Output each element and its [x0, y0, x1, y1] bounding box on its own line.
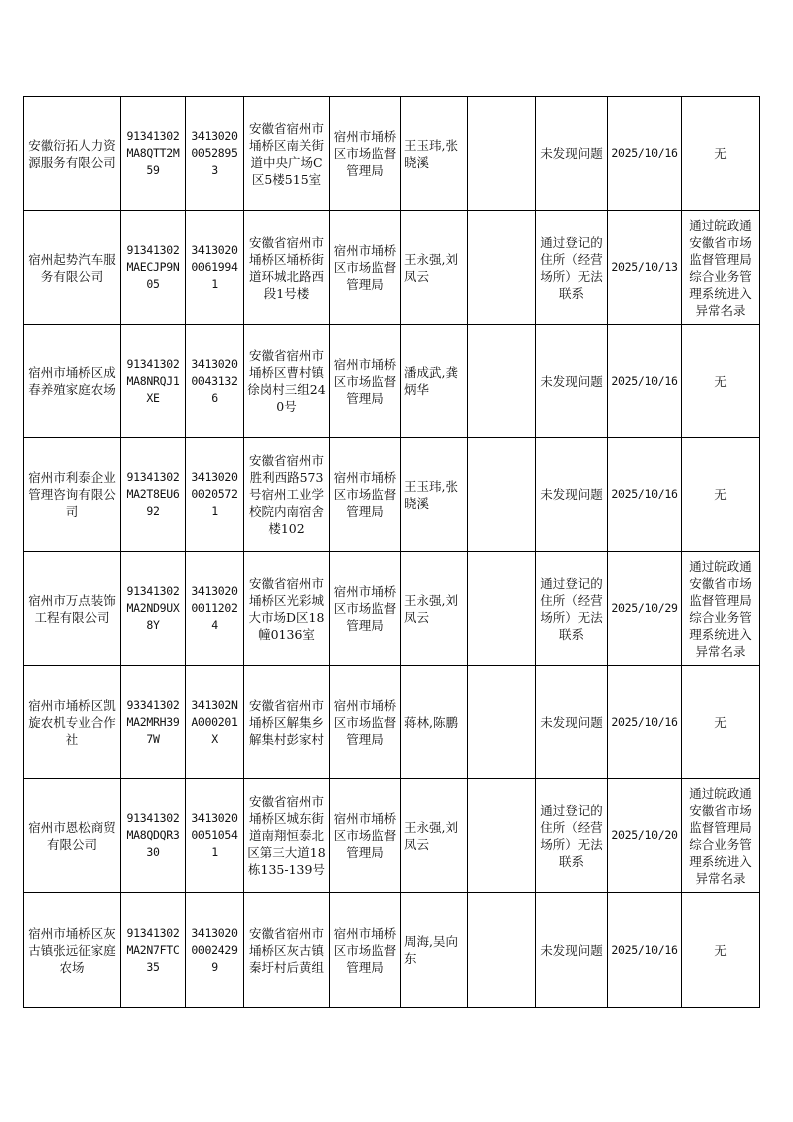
- table-row: [24, 211, 760, 325]
- action-cell: 无: [682, 893, 760, 1008]
- empty-cell: [468, 552, 536, 666]
- credit-code-cell: 91341302MAECJP9N05: [121, 211, 186, 325]
- table-row: [24, 666, 760, 779]
- authority-cell: 宿州市埇桥区市场监督管理局: [330, 325, 401, 438]
- result-cell: 未发现问题: [536, 97, 608, 211]
- inspection-results-table: [23, 96, 760, 1008]
- result-cell: 未发现问题: [536, 438, 608, 552]
- empty-cell: [468, 97, 536, 211]
- result-cell: 通过登记的住所（经营场所）无法联系: [536, 211, 608, 325]
- date-cell: 2025/10/16: [608, 325, 682, 438]
- inspectors-cell: 王永强,刘凤云: [401, 552, 468, 666]
- date-cell: 2025/10/13: [608, 211, 682, 325]
- credit-code-cell: 91341302MA2N7FTC35: [121, 893, 186, 1008]
- company-name-cell: 宿州起势汽车服务有限公司: [24, 211, 121, 325]
- action-cell: 无: [682, 325, 760, 438]
- table-row: [24, 438, 760, 552]
- credit-code-cell: 91341302MA2T8EU692: [121, 438, 186, 552]
- action-cell: 无: [682, 666, 760, 779]
- authority-cell: 宿州市埇桥区市场监督管理局: [330, 893, 401, 1008]
- authority-cell: 宿州市埇桥区市场监督管理局: [330, 666, 401, 779]
- address-cell: 安徽省宿州市埇桥区灰古镇秦圩村后黄组: [244, 893, 330, 1008]
- credit-code-cell: 91341302MA8NRQJ1XE: [121, 325, 186, 438]
- authority-cell: 宿州市埇桥区市场监督管理局: [330, 97, 401, 211]
- registration-number-cell: 341302000431326: [186, 325, 244, 438]
- address-cell: 安徽省宿州市埇桥区光彩城大市场D区18幢0136室: [244, 552, 330, 666]
- company-name-cell: 宿州市利泰企业管理咨询有限公司: [24, 438, 121, 552]
- credit-code-cell: 91341302MA2ND9UX8Y: [121, 552, 186, 666]
- action-cell: 无: [682, 97, 760, 211]
- date-cell: 2025/10/20: [608, 779, 682, 893]
- company-name-cell: 宿州市万点装饰工程有限公司: [24, 552, 121, 666]
- registration-number-cell: 341302NA000201X: [186, 666, 244, 779]
- company-name-cell: 安徽衍拓人力资源服务有限公司: [24, 97, 121, 211]
- action-cell: 通过皖政通安徽省市场监督管理局综合业务管理系统进入异常名录: [682, 211, 760, 325]
- address-cell: 安徽省宿州市埇桥区曹村镇徐岗村三组240号: [244, 325, 330, 438]
- credit-code-cell: 91341302MA8QTT2M59: [121, 97, 186, 211]
- table-row: [24, 552, 760, 666]
- action-cell: 通过皖政通安徽省市场监督管理局综合业务管理系统进入异常名录: [682, 779, 760, 893]
- registration-number-cell: 341302000528953: [186, 97, 244, 211]
- result-cell: 未发现问题: [536, 325, 608, 438]
- result-cell: 未发现问题: [536, 666, 608, 779]
- company-name-cell: 宿州市埇桥区成春养殖家庭农场: [24, 325, 121, 438]
- result-cell: 通过登记的住所（经营场所）无法联系: [536, 779, 608, 893]
- empty-cell: [468, 325, 536, 438]
- empty-cell: [468, 779, 536, 893]
- date-cell: 2025/10/16: [608, 666, 682, 779]
- company-name-cell: 宿州市埇桥区灰古镇张远征家庭农场: [24, 893, 121, 1008]
- company-name-cell: 宿州市埇桥区凯旋农机专业合作社: [24, 666, 121, 779]
- table-row: [24, 779, 760, 893]
- inspectors-cell: 王永强,刘凤云: [401, 779, 468, 893]
- empty-cell: [468, 893, 536, 1008]
- registration-number-cell: 341302000024299: [186, 893, 244, 1008]
- action-cell: 通过皖政通安徽省市场监督管理局综合业务管理系统进入异常名录: [682, 552, 760, 666]
- date-cell: 2025/10/16: [608, 97, 682, 211]
- address-cell: 安徽省宿州市埇桥区南关街道中央广场C区5楼515室: [244, 97, 330, 211]
- company-name-cell: 宿州市恩松商贸有限公司: [24, 779, 121, 893]
- empty-cell: [468, 438, 536, 552]
- authority-cell: 宿州市埇桥区市场监督管理局: [330, 552, 401, 666]
- credit-code-cell: 93341302MA2MRH397W: [121, 666, 186, 779]
- table-row: [24, 97, 760, 211]
- address-cell: 安徽省宿州市埇桥区城东街道南翔恒泰北区第三大道18栋135-139号: [244, 779, 330, 893]
- registration-number-cell: 341302000619941: [186, 211, 244, 325]
- registration-number-cell: 341302000112024: [186, 552, 244, 666]
- action-cell: 无: [682, 438, 760, 552]
- credit-code-cell: 91341302MA8QDQR330: [121, 779, 186, 893]
- inspectors-cell: 王永强,刘凤云: [401, 211, 468, 325]
- authority-cell: 宿州市埇桥区市场监督管理局: [330, 211, 401, 325]
- authority-cell: 宿州市埇桥区市场监督管理局: [330, 779, 401, 893]
- empty-cell: [468, 211, 536, 325]
- address-cell: 安徽省宿州市胜利西路573号宿州工业学校院内南宿舍楼102: [244, 438, 330, 552]
- address-cell: 安徽省宿州市埇桥区解集乡解集村彭家村: [244, 666, 330, 779]
- registration-number-cell: 341302000510541: [186, 779, 244, 893]
- result-cell: 未发现问题: [536, 893, 608, 1008]
- registration-number-cell: 341302000205721: [186, 438, 244, 552]
- date-cell: 2025/10/29: [608, 552, 682, 666]
- inspectors-cell: 王玉玮,张晓溪: [401, 97, 468, 211]
- inspectors-cell: 周海,吴向东: [401, 893, 468, 1008]
- inspectors-cell: 潘成武,龚炳华: [401, 325, 468, 438]
- table-row: [24, 325, 760, 438]
- empty-cell: [468, 666, 536, 779]
- result-cell: 通过登记的住所（经营场所）无法联系: [536, 552, 608, 666]
- date-cell: 2025/10/16: [608, 438, 682, 552]
- address-cell: 安徽省宿州市埇桥区埇桥街道环城北路西段1号楼: [244, 211, 330, 325]
- date-cell: 2025/10/16: [608, 893, 682, 1008]
- authority-cell: 宿州市埇桥区市场监督管理局: [330, 438, 401, 552]
- inspectors-cell: 蒋林,陈鹏: [401, 666, 468, 779]
- inspectors-cell: 王玉玮,张晓溪: [401, 438, 468, 552]
- table-row: [24, 893, 760, 1008]
